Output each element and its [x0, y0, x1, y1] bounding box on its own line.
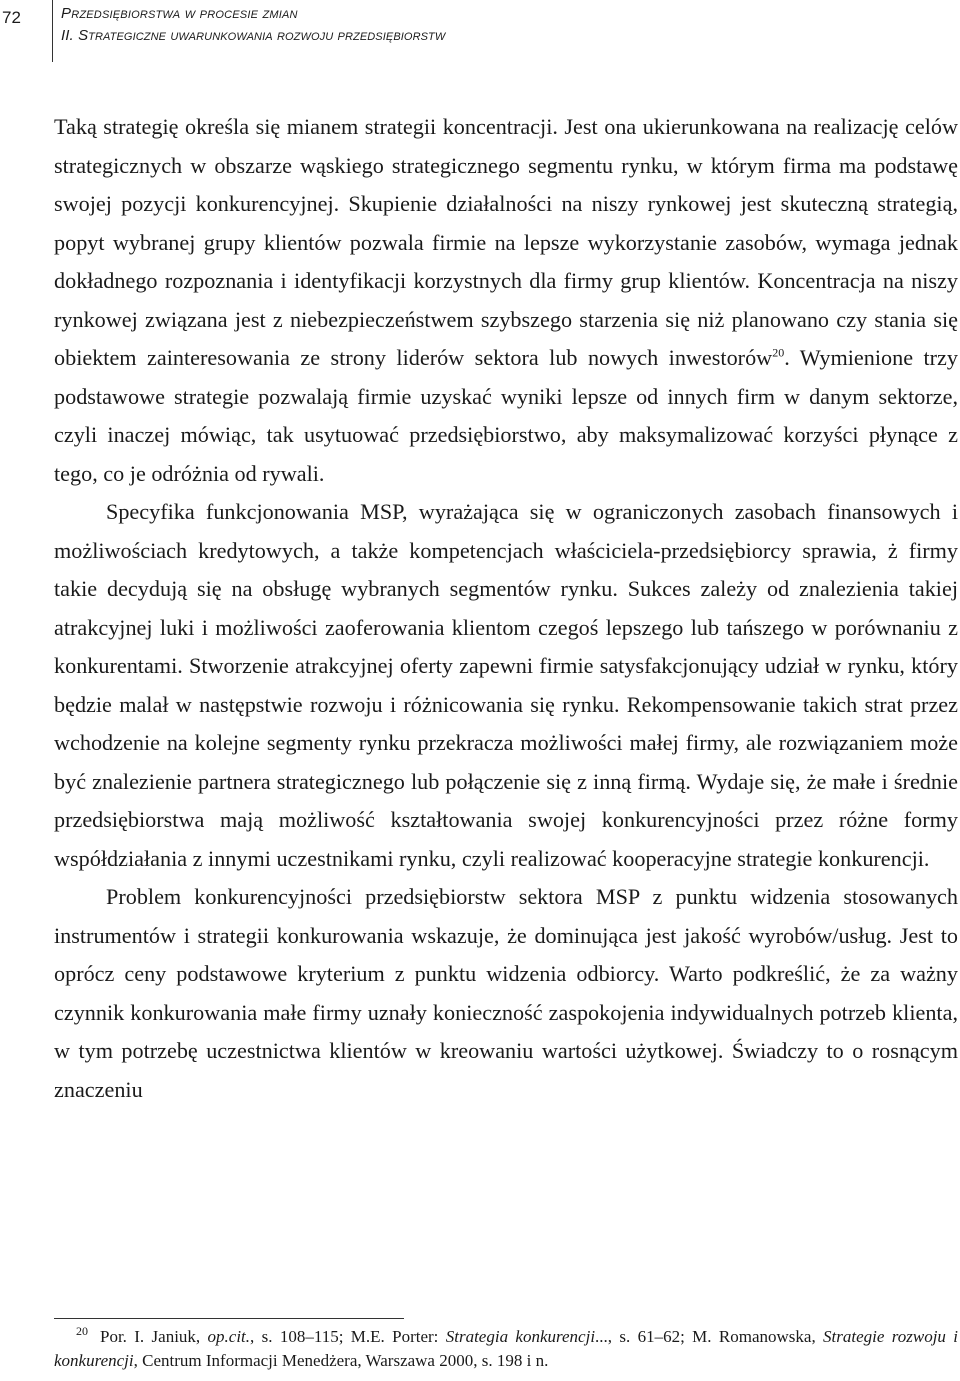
page-header: [0, 0, 960, 62]
paragraph-3: Problem konkurencyjności przedsiębiorstw sektora MSP z punktu widzenia stosowanych instrumentów i strategii konkurowania wskazuje, że dominująca jest jakość wyrobów/usług. Jest to oprócz ceny podstawowe kryterium z punktu widzenia odbiorcy. Warto podkreślić, że za ważny czynnik konkurowania małe firmy uznały konieczność zaspokojenia indywidualnych potrzeb klienta, w tym potrzebę uczestnictwa klientów w kreowaniu wartości użytkowej. Świadczy to o rosnącym znaczeniu: [54, 884, 958, 1102]
paragraph-2: Specyfika funkcjonowania MSP, wyrażająca się w ograniczonych zasobach finansowych i możliwościach kredytowych, a także kompetencjach właściciela-przedsiębiorcy sprawia, ż firmy takie decydują się na obsługę wybranych segmentów rynku. Sukces zależy od znalezienia takiej atrakcyjnej luki i możliwości zaoferowania klientom czegoś lepszego lub tańszego w porównaniu z konkurentami. Stworzenie atrakcyjnej oferty zapewni firmie satysfakcjonujący udział w rynku, który będzie malał w następstwie rozwoju i różnicowania się rynku. Rekompensowanie takich strat przez wchodzenie na kolejne segmenty rynku przekracza możliwości małej firmy, ale rozwiązaniem może być znalezienie partnera strategicznego lub połączenie się z inną firmą. Wydaje się, że małe i średnie przedsiębiorstwa mają możliwość kształtowania swojej konkurencyjności przez różne formy współdziałania z innymi uczestnikami rynku, czyli realizować kooperacyjne strategie konkurencji.: [54, 499, 958, 871]
running-title-chapter: Przedsiębiorstwa w procesie zmian: [61, 5, 298, 22]
footnote-separator: [54, 1318, 404, 1319]
footnote-reference[interactable]: 20: [772, 345, 785, 360]
header-divider: [52, 0, 53, 62]
paragraph-1: Taką strategię określa się mianem strategii koncentracji. Jest ona ukierunkowana na realizację celów strategicznych w obszarze wąskiego strategicznego segmentu rynku, w którym firma ma podstawę swojej pozycji konkurencyjnej. Skupienie działalności na niszy rynkowej jest skuteczną strategią, popyt wybranej grupy klientów pozwala firmie na lepsze wykorzystanie zasobów, wymaga jednak dokładnego rozpoznania i identyfikacji korzystnych dla firmy grup klientów. Koncentracja na niszy rynkowej związana jest z niebezpieczeństwem szybszego starzenia się niż planowano czy stania się obiektem zainteresowania ze strony liderów sektora lub nowych inwestorów$^{20}$. Wymienione trzy podstawowe strategie pozwalają firmie uzyskać wyniki lepsze od innych firm w danym sektorze, czyli inaczej mówiąc, tak usytuować przedsiębiorstwo, aby maksymalizować korzyści płynące z tego, co je odróżnia od rywali.: [54, 114, 958, 486]
page-number: 72: [2, 8, 21, 27]
body-text: [54, 108, 958, 1109]
running-title-section: II. Strategiczne uwarunkowania rozwoju przedsiębiorstw: [61, 27, 446, 44]
footnote: 20 Por. I. Janiuk, op.cit., s. 108–115; M.E. Porter: Strategia konkurencji..., s. 61–62; M. Romanowska, Strategie rozwoju i konkurencji, Centrum Informacji Menedżera, Warszawa 2000, s. 198 i n.: [54, 1324, 959, 1370]
